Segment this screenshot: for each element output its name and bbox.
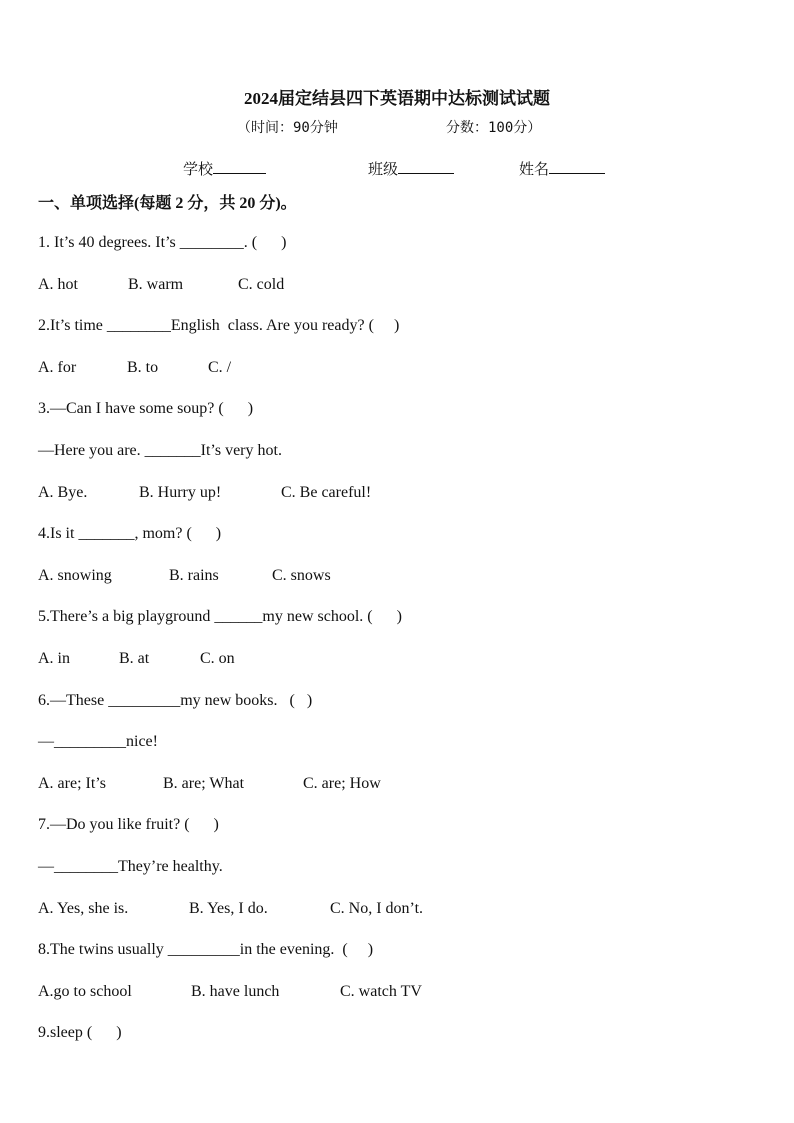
name-blank[interactable] [549,158,605,174]
answer-option[interactable]: C. watch TV [340,982,422,1000]
answer-option[interactable]: A. in [38,649,70,667]
question-line: 6.—These _________my new books. ( ) [38,691,313,709]
option-row [38,274,758,316]
section-heading: 一、单项选择(每题 2 分，共 20 分)。 [38,195,297,212]
answer-option[interactable]: B. at [119,649,150,667]
exam-score: 分数：100分） [446,120,542,136]
answer-option[interactable]: C. are; How [303,774,381,792]
option-row [38,565,758,607]
answer-option[interactable]: A.go to school [38,982,132,1000]
option-row [38,898,758,940]
question-line: —_________nice! [38,733,158,751]
question-line: 8.The twins usually _________in the evening. ( ) [38,941,374,959]
answer-option[interactable]: B. Hurry up! [139,483,222,501]
name-field[interactable] [519,158,605,179]
exam-meta [0,117,794,137]
question-line: 7.—Do you like fruit? ( ) [38,816,219,834]
answer-option[interactable]: B. warm [128,275,184,293]
option-row [38,648,758,690]
question-line: 9.sleep ( ) [38,1024,122,1042]
answer-option[interactable]: B. are; What [163,774,245,792]
school-field[interactable] [183,158,266,179]
answer-option[interactable]: A. Bye. [38,483,88,501]
page-title: 2024届定结县四下英语期中达标测试试题 [244,89,550,108]
answer-option[interactable]: B. to [127,358,159,376]
question-line: 1. It’s 40 degrees. It’s ________. ( ) [38,234,287,251]
answer-option[interactable]: C. Be careful! [281,483,372,501]
answer-option[interactable]: A. Yes, she is. [38,899,129,917]
question-line: 4.Is it _______, mom? ( ) [38,525,222,543]
answer-option[interactable]: A. are; It’s [38,774,106,792]
answer-option[interactable]: C. snows [272,566,331,584]
answer-option[interactable]: A. for [38,358,77,376]
school-blank[interactable] [213,158,266,174]
answer-option[interactable]: C. cold [238,275,285,293]
answer-option[interactable]: B. Yes, I do. [189,899,268,917]
exam-time: （时间：90分钟 [237,120,338,136]
class-blank[interactable] [398,158,454,174]
answer-option[interactable]: A. snowing [38,566,112,584]
answer-option[interactable]: C. on [200,649,235,667]
answer-option[interactable]: C. No, I don’t. [330,899,424,917]
class-field[interactable] [368,158,454,179]
name-label: 姓名 [519,162,550,178]
option-row [38,357,758,399]
class-label: 班级 [368,162,399,178]
student-info-row [0,158,794,180]
answer-option[interactable]: C. / [208,358,232,376]
question-line: —________They’re healthy. [38,857,223,875]
option-row [38,981,758,1023]
question-line: 5.There’s a big playground ______my new school. ( ) [38,608,402,626]
option-row [38,773,758,815]
answer-option[interactable]: A. hot [38,275,78,293]
question-list [38,232,758,1064]
question-line: 3.—Can I have some soup? ( ) [38,400,254,418]
answer-option[interactable]: B. rains [169,566,219,584]
school-label: 学校 [183,162,214,178]
answer-option[interactable]: B. have lunch [191,982,280,1000]
question-line: 2.It’s time ________English class. Are you ready? ( ) [38,317,400,335]
option-row [38,482,758,524]
question-line: —Here you are. _______It’s very hot. [38,441,282,459]
